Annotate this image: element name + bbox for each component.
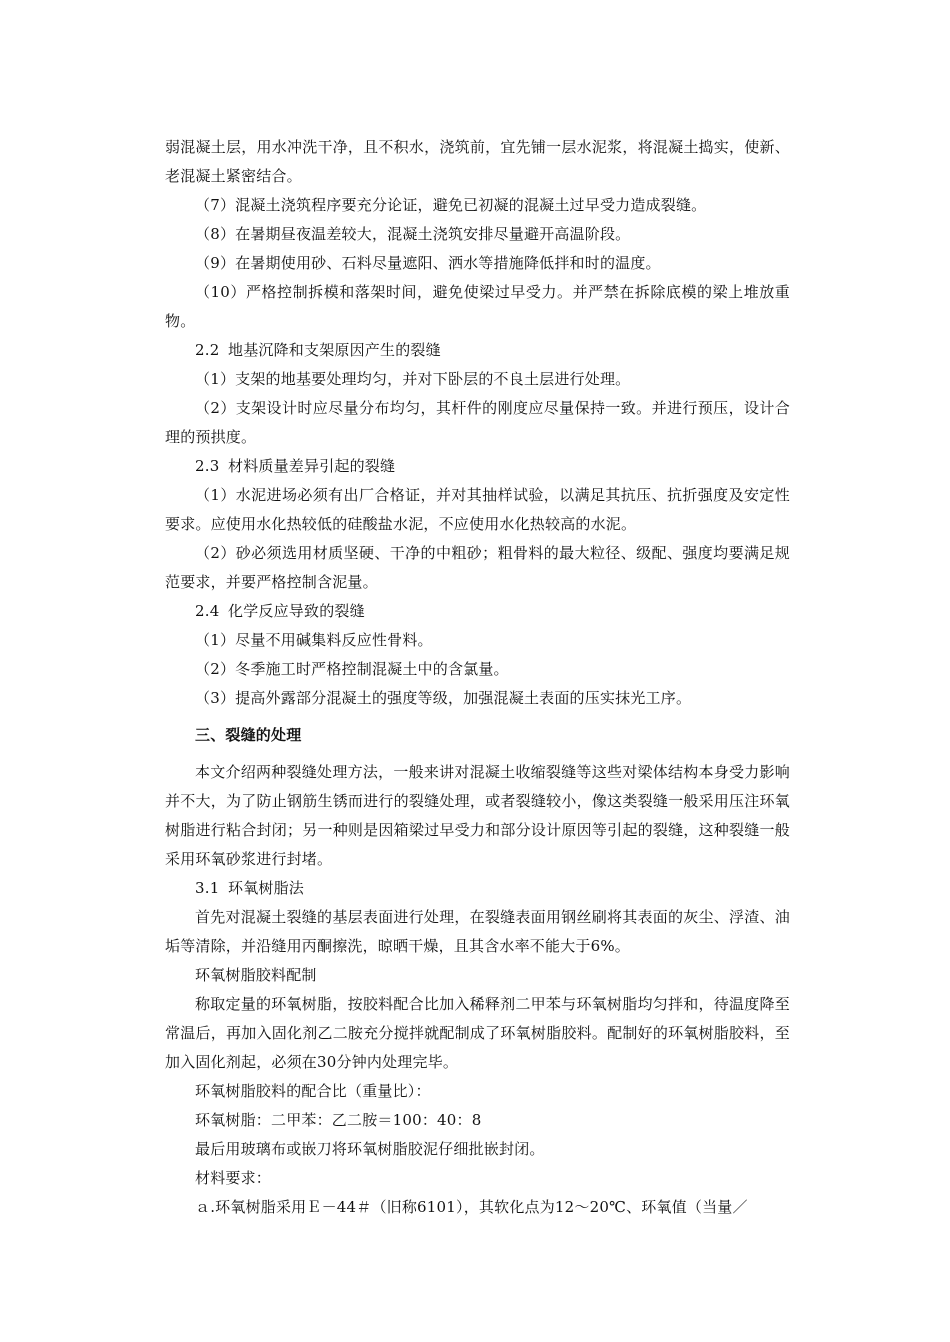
list-item-3: （3）提高外露部分混凝土的强度等级，加强混凝土表面的压实抹光工序。 — [195, 689, 692, 707]
body-paragraph: 最后用玻璃布或嵌刀将环氧树脂胶泥仔细批嵌封闭。 — [195, 1140, 545, 1158]
list-item-1: （1）水泥进场必须有出厂合格证，并对其抽样试验，以满足其抗压、抗折强度及安定性要求。应使用水化热较低的硅酸盐水泥，不应使用水化热较高的水泥。 — [165, 486, 790, 533]
section-title: 环氧树脂法 — [228, 879, 305, 897]
section-heading-2-4 — [165, 597, 790, 626]
section-heading-2-2 — [165, 336, 790, 365]
body-paragraph: 称取定量的环氧树脂，按胶料配合比加入稀释剂二甲苯与环氧树脂均匀拌和，待温度降至常温后，再加入固化剂乙二胺充分搅拌就配制成了环氧树脂胶料。配制好的环氧树脂胶料，至加入固化剂起，必须在30分钟内处理完毕。 — [165, 995, 790, 1071]
section-number: 2.3 — [195, 457, 220, 475]
section-title: 地基沉降和支架原因产生的裂缝 — [228, 341, 441, 359]
chapter-heading: 三、裂缝的处理 — [195, 726, 302, 744]
list-item-7: （7）混凝土浇筑程序要充分论证，避免已初凝的混凝土过早受力造成裂缝。 — [195, 196, 707, 214]
paragraph-continued: 弱混凝土层，用水冲洗干净，且不积水，浇筑前，宜先铺一层水泥浆，将混凝土捣实，使新、老混凝土紧密结合。 — [165, 138, 790, 185]
material-requirement-a: ａ.环氧树脂采用Ｅ－44＃（旧称6101），其软化点为12～20℃、环氧值（当量／ — [195, 1198, 748, 1216]
list-item-9: （9）在暑期使用砂、石料尽量遮阳、洒水等措施降低拌和时的温度。 — [195, 254, 661, 272]
list-item-1: （1）支架的地基要处理均匀，并对下卧层的不良土层进行处理。 — [195, 370, 631, 388]
body-paragraph: 环氧树脂胶料的配合比（重量比）： — [195, 1082, 431, 1100]
list-item-2: （2）砂必须选用材质坚硬、干净的中粗砂；粗骨料的最大粒径、级配、强度均要满足规范要求，并要严格控制含泥量。 — [165, 544, 790, 591]
body-paragraph: 本文介绍两种裂缝处理方法，一般来讲对混凝土收缩裂缝等这些对梁体结构本身受力影响并不大，为了防止钢筋生锈而进行的裂缝处理，或者裂缝较小，像这类裂缝一般采用压注环氧树脂进行粘合封闭；另一种则是因箱梁过早受力和部分设计原因等引起的裂缝，这种裂缝一般采用环氧砂浆进行封堵。 — [165, 763, 790, 868]
list-item-8: （8）在暑期昼夜温差较大，混凝土浇筑安排尽量避开高温阶段。 — [195, 225, 631, 243]
section-heading-3-1 — [165, 874, 790, 903]
list-item-2: （2）支架设计时应尽量分布均匀，其杆件的刚度应尽量保持一致。并进行预压，设计合理的预拱度。 — [165, 399, 790, 446]
list-item-1: （1）尽量不用碱集料反应性骨料。 — [195, 631, 433, 649]
section-title: 化学反应导致的裂缝 — [228, 602, 365, 620]
section-title: 材料质量差异引起的裂缝 — [228, 457, 396, 475]
section-number: 3.1 — [195, 879, 220, 897]
list-item-10: （10）严格控制拆模和落架时间，避免使梁过早受力。并严禁在拆除底模的梁上堆放重物。 — [165, 283, 790, 330]
document-body — [165, 133, 790, 1222]
list-item-2: （2）冬季施工时严格控制混凝土中的含氯量。 — [195, 660, 509, 678]
section-number: 2.2 — [195, 341, 220, 359]
body-paragraph: 材料要求： — [195, 1169, 272, 1187]
section-heading-2-3 — [165, 452, 790, 481]
body-paragraph: 首先对混凝土裂缝的基层表面进行处理，在裂缝表面用钢丝刷将其表面的灰尘、浮渣、油垢等清除，并沿缝用丙酮擦洗，晾晒干燥，且其含水率不能大于6%。 — [165, 908, 790, 955]
mix-ratio-line: 环氧树脂：二甲苯：乙二胺＝100：40：8 — [195, 1111, 482, 1129]
body-paragraph: 环氧树脂胶料配制 — [195, 966, 317, 984]
section-number: 2.4 — [195, 602, 220, 620]
